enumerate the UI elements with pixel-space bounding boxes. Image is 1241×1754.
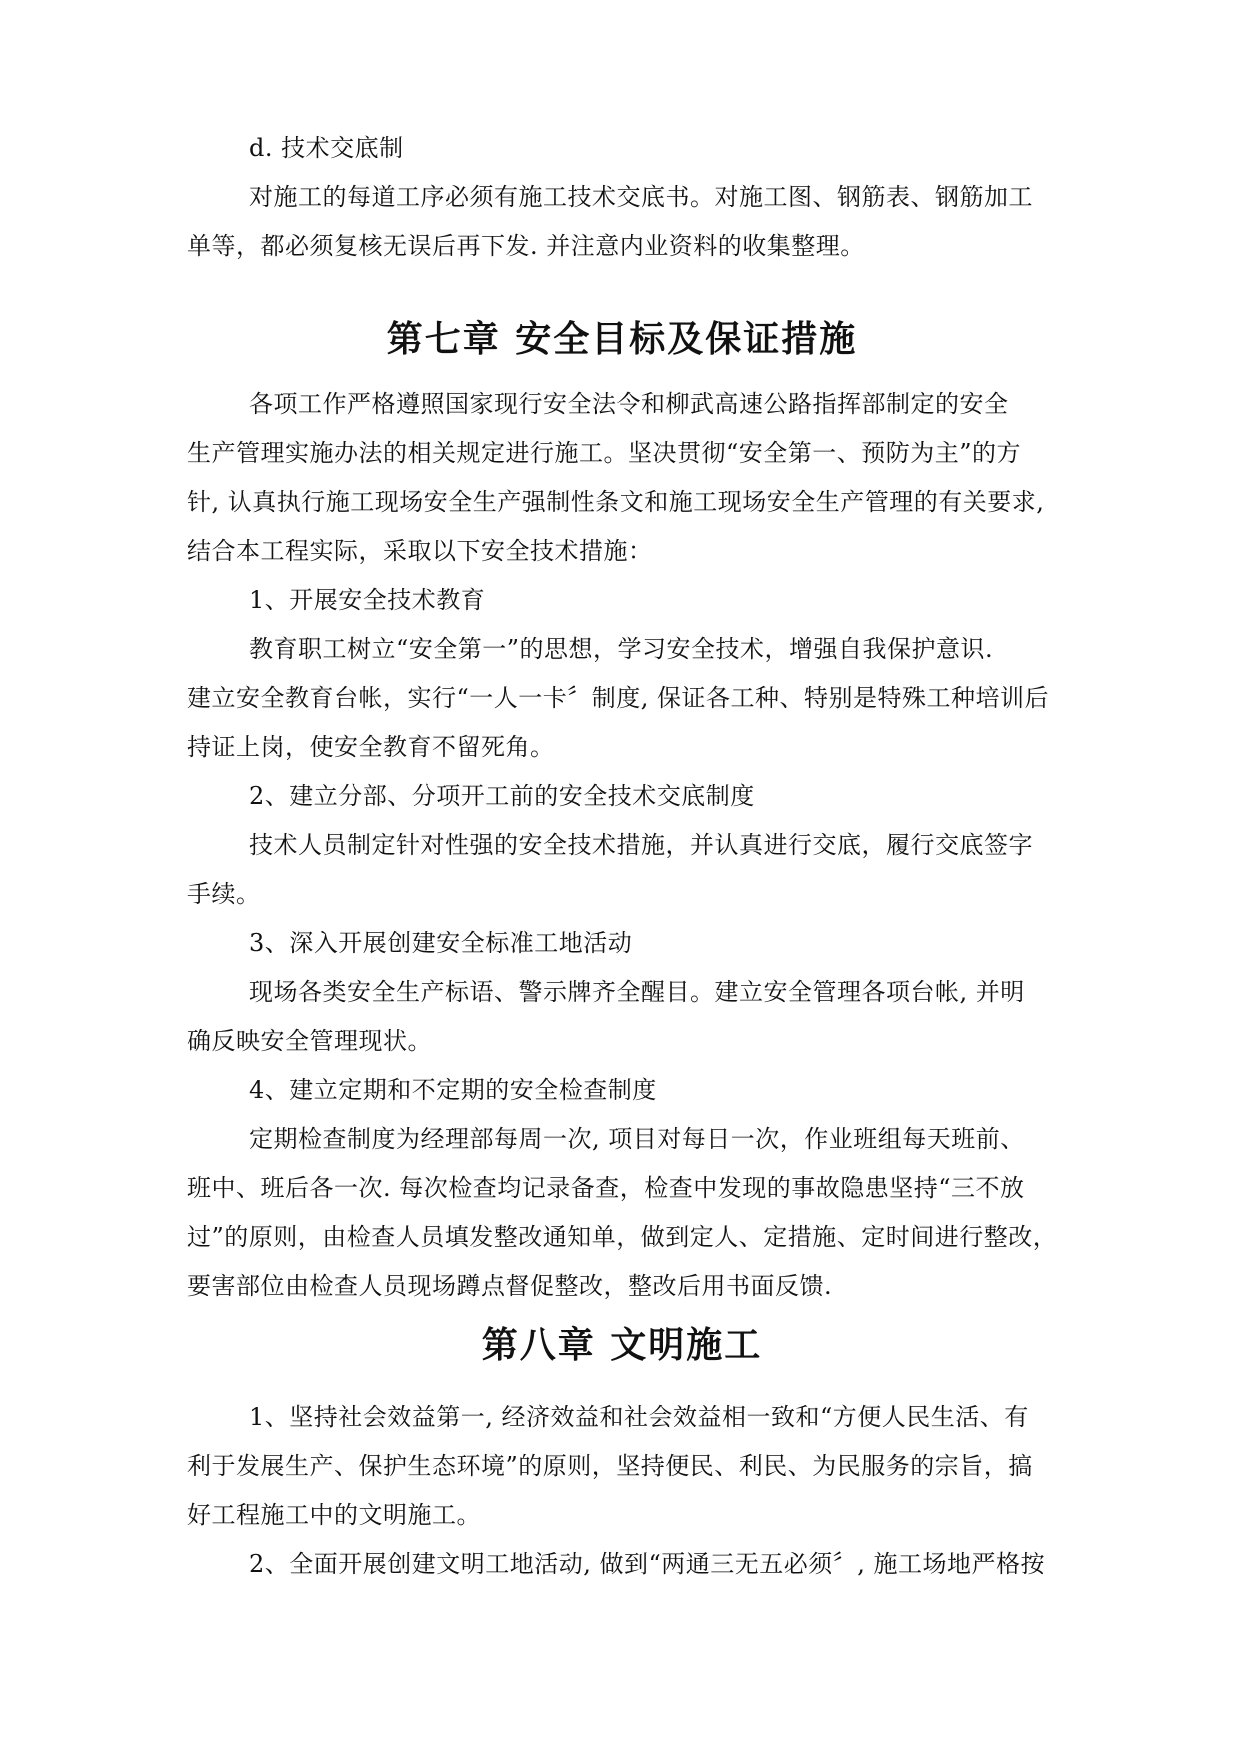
- safety-item-title: 2、建立分部、分项开工前的安全技术交底制度: [249, 782, 755, 810]
- intro-line: 针, 认真执行施工现场安全生产强制性条文和施工现场安全生产管理的有关要求,: [187, 488, 1045, 516]
- section-d-title: d. 技术交底制: [249, 134, 404, 162]
- civilized-item-1: [187, 1393, 1057, 1540]
- intro-line: 各项工作严格遵照国家现行安全法令和柳武高速公路指挥部制定的安全: [249, 390, 1009, 418]
- intro-line: 生产管理实施办法的相关规定进行施工。坚决贯彻“安全第一、预防为主”的方: [187, 439, 1022, 467]
- safety-item-title: 4、建立定期和不定期的安全检查制度: [249, 1076, 657, 1104]
- chapter-8-heading: 第八章 文明施工: [481, 1325, 763, 1366]
- safety-item-title: 1、开展安全技术教育: [249, 586, 486, 614]
- safety-item-line: 定期检查制度为经理部每周一次, 项目对每日一次，作业班组每天班前、: [249, 1125, 1025, 1153]
- safety-item-line: 确反映安全管理现状。: [187, 1027, 432, 1055]
- section-d: [187, 124, 1057, 271]
- safety-item-line: 现场各类安全生产标语、警示牌齐全醒目。建立安全管理各项台帐, 并明: [249, 978, 1025, 1006]
- safety-item-4: [187, 1066, 1057, 1311]
- civilized-item-line: 好工程施工中的文明施工。: [187, 1501, 481, 1529]
- safety-item-title: 3、深入开展创建安全标准工地活动: [249, 929, 633, 957]
- chapter-7-heading: 第七章 安全目标及保证措施: [386, 319, 858, 360]
- safety-item-line: 班中、班后各一次. 每次检查均记录备查，检查中发现的事故隐患坚持“三不放: [187, 1174, 1025, 1202]
- safety-item-line: 建立安全教育台帐，实行“一人一卡〞制度, 保证各工种、特别是特殊工种培训后: [187, 684, 1050, 712]
- safety-item-3: [187, 919, 1057, 1066]
- section-d-line: 单等，都必须复核无误后再下发. 并注意内业资料的收集整理。: [187, 232, 865, 260]
- safety-item-line: 教育职工树立“安全第一”的思想，学习安全技术，增强自我保护意识.: [249, 635, 994, 663]
- chapter-7-intro: [187, 380, 1057, 576]
- safety-item-line: 手续。: [187, 880, 261, 908]
- intro-line: 结合本工程实际，采取以下安全技术措施：: [187, 537, 653, 565]
- safety-item-1: [187, 576, 1057, 772]
- safety-item-line: 持证上岗，使安全教育不留死角。: [187, 733, 555, 761]
- safety-item-line: 技术人员制定针对性强的安全技术措施，并认真进行交底，履行交底签字: [249, 831, 1033, 859]
- section-d-line: 对施工的每道工序必须有施工技术交底书。对施工图、钢筋表、钢筋加工: [249, 183, 1033, 211]
- safety-item-line: 过”的原则，由检查人员填发整改通知单，做到定人、定措施、定时间进行整改，: [187, 1223, 1058, 1251]
- civilized-item-line: 2、全面开展创建文明工地活动, 做到“两通三无五必须〞, 施工场地严格按: [249, 1550, 1046, 1578]
- civilized-item-line: 利于发展生产、保护生态环境”的原则，坚持便民、利民、为民服务的宗旨，搞: [187, 1452, 1033, 1480]
- civilized-item-line: 1、坚持社会效益第一, 经济效益和社会效益相一致和“方便人民生活、有: [249, 1403, 1029, 1431]
- safety-item-2: [187, 772, 1057, 919]
- civilized-item-2: [187, 1540, 1057, 1589]
- safety-item-line: 要害部位由检查人员现场蹲点督促整改，整改后用书面反馈.: [187, 1272, 833, 1300]
